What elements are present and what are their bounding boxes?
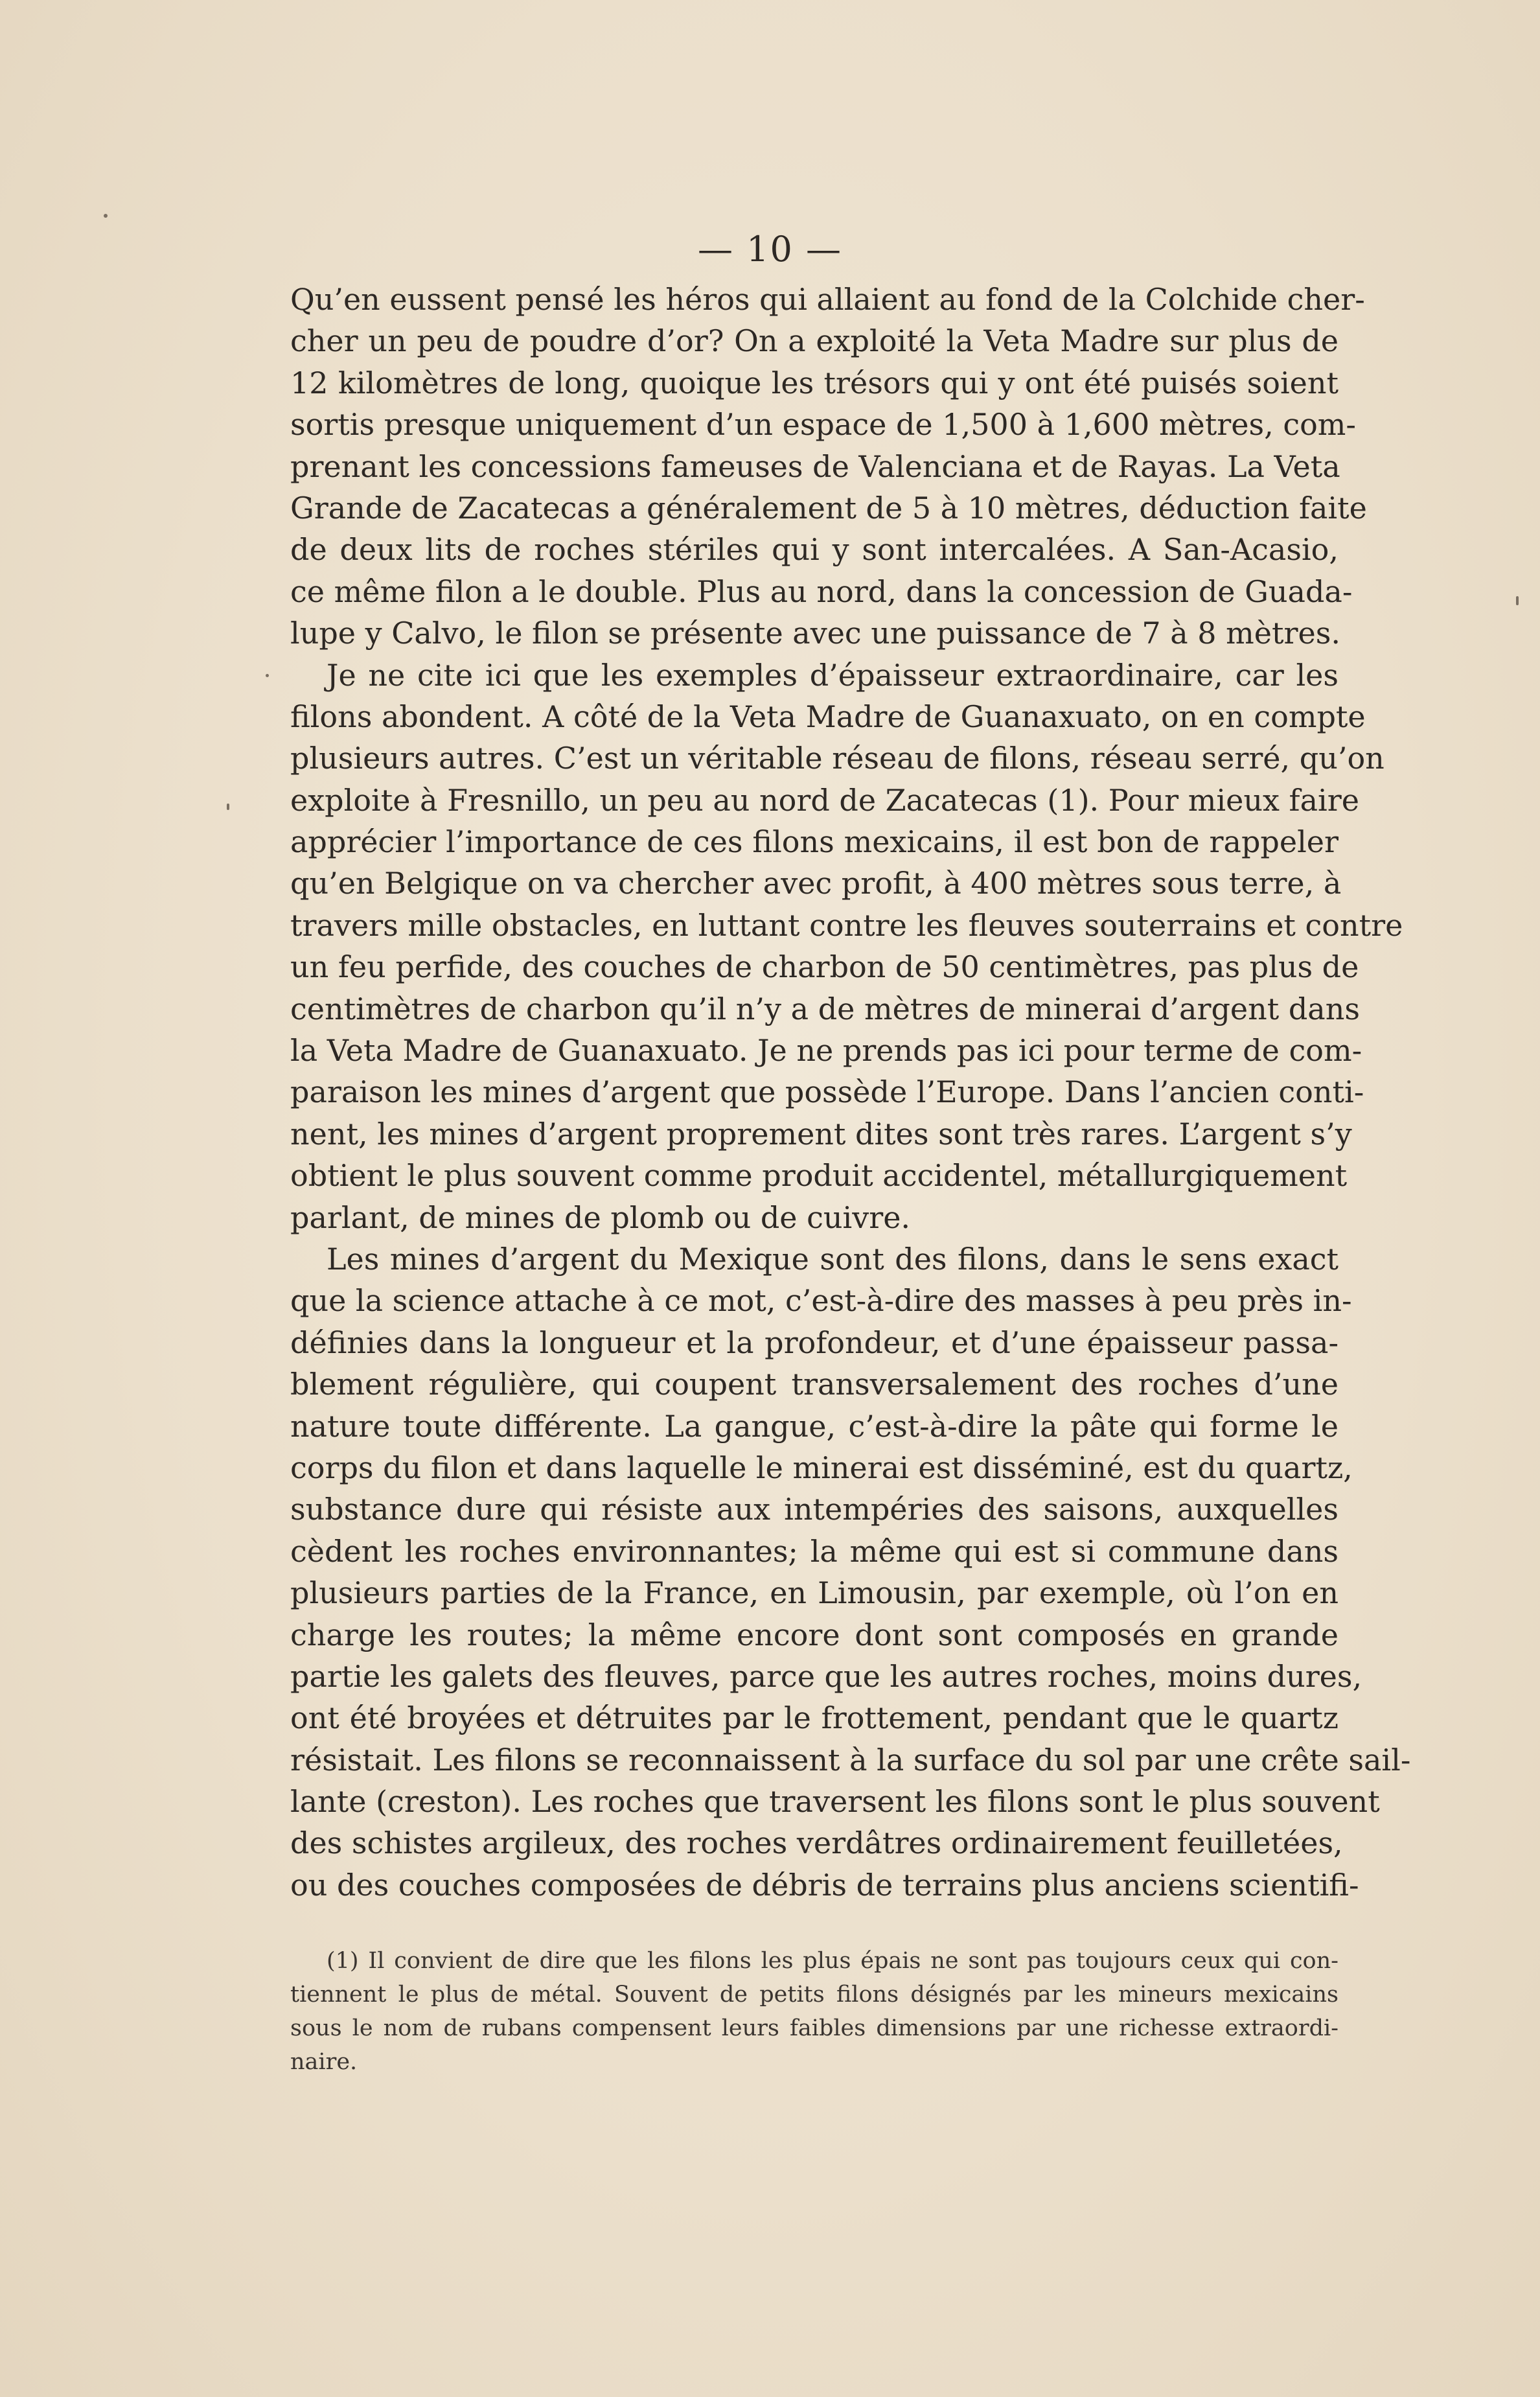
text-line: blement régulière, qui coupent transversalement des roches d’une [290,1367,1339,1402]
text-line: plusieurs autres. C’est un véritable réseau de filons, réseau serré, qu’on [290,741,1385,776]
text-line: de deux lits de roches stériles qui y sont intercalées. A San-Acasio, [290,532,1339,568]
text-line: lante (creston). Les roches que traversent les filons sont le plus souvent [290,1784,1380,1820]
footnote-line: (1) Il convient de dire que les filons les plus épais ne sont pas toujours ceux qui con- [327,1948,1339,1974]
page-number: — 10 — [697,229,843,270]
text-line: obtient le plus souvent comme produit accidentel, métallurgiquement [290,1158,1348,1194]
text-line: qu’en Belgique on va chercher avec profit, à 400 mètres sous terre, à [290,866,1342,901]
text-line: ou des couches composées de débris de terrains plus anciens scientifi- [290,1867,1359,1903]
text-line: Je ne cite ici que les exemples d’épaisseur extraordinaire, car les [327,657,1339,693]
footnote-line: naire. [290,2049,358,2075]
text-line: filons abondent. A côté de la Veta Madre de Guanaxuato, on en compte [290,699,1366,734]
text-line: que la science attache à ce mot, c’est-à-dire des masses à peu près in- [290,1283,1352,1319]
text-line: substance dure qui résiste aux intempéries des saisons, auxquelles [290,1492,1339,1527]
text-line: Grande de Zacatecas a généralement de 5 à 10 mètres, déduction faite [290,490,1367,526]
text-line: cèdent les roches environnantes; la même qui est si commune dans [290,1533,1339,1569]
text-line: nature toute différente. La gangue, c’est-à-dire la pâte qui forme le [290,1408,1339,1444]
text-line: la Veta Madre de Guanaxuato. Je ne prends pas ici pour terme de com- [290,1033,1362,1069]
paper-speck [266,674,269,677]
text-line: corps du filon et dans laquelle le minerai est disséminé, est du quartz, [290,1450,1353,1485]
text-line: prenant les concessions fameuses de Valenciana et de Rayas. La Veta [290,448,1340,484]
text-line: résistait. Les filons se reconnaissent à la surface du sol par une crête sail- [290,1742,1411,1777]
text-line: un feu perfide, des couches de charbon de 50 centimètres, pas plus de [290,949,1359,985]
text-line: centimètres de charbon qu’il n’y a de mètres de minerai d’argent dans [290,991,1360,1026]
text-line: lupe y Calvo, le filon se présente avec une puissance de 7 à 8 mètres. [290,616,1340,651]
text-line: partie les galets des fleuves, parce que les autres roches, moins dures, [290,1658,1362,1694]
text-line: travers mille obstacles, en luttant contre les fleuves souterrains et contre [290,907,1403,943]
footnote-line: tiennent le plus de métal. Souvent de petits filons désignés par les mineurs mexicains [290,1982,1339,2008]
paper-speck [1516,596,1519,605]
text-line: cher un peu de poudre d’or? On a exploité la Veta Madre sur plus de [290,323,1339,359]
text-line: des schistes argileux, des roches verdâtres ordinairement feuilletées, [290,1825,1343,1861]
text-line: plusieurs parties de la France, en Limousin, par exemple, où l’on en [290,1575,1339,1611]
paper-speck [227,804,229,810]
text-line: exploite à Fresnillo, un peu au nord de Zacatecas (1). Pour mieux faire [290,782,1359,818]
body-text [290,279,1411,1906]
footnote-line: sous le nom de rubans compensent leurs faibles dimensions par une richesse extraordi- [290,2015,1339,2041]
text-line: ce même filon a le double. Plus au nord, dans la concession de Guada- [290,573,1353,609]
text-line: ont été broyées et détruites par le frottement, pendant que le quartz [290,1700,1339,1736]
text-line: 12 kilomètres de long, quoique les trésors qui y ont été puisés soient [290,365,1339,400]
text-line: apprécier l’importance de ces filons mexicains, il est bon de rappeler [290,824,1339,860]
text-line: charge les routes; la même encore dont sont composés en grande [290,1617,1339,1652]
text-line: sortis presque uniquement d’un espace de 1,500 à 1,600 mètres, com- [290,407,1356,443]
text-line: Qu’en eussent pensé les héros qui allaient au fond de la Colchide cher- [290,282,1365,317]
text-line: définies dans la longueur et la profondeur, et d’une épaisseur passa- [290,1325,1339,1360]
text-line: Les mines d’argent du Mexique sont des filons, dans le sens exact [327,1241,1339,1277]
footnote [290,1944,1339,2079]
paper-speck [104,214,108,218]
text-line: nent, les mines d’argent proprement dites sont très rares. L’argent s’y [290,1116,1352,1152]
text-line: paraison les mines d’argent que possède l’Europe. Dans l’ancien conti- [290,1074,1364,1110]
text-line: parlant, de mines de plomb ou de cuivre. [290,1199,911,1235]
